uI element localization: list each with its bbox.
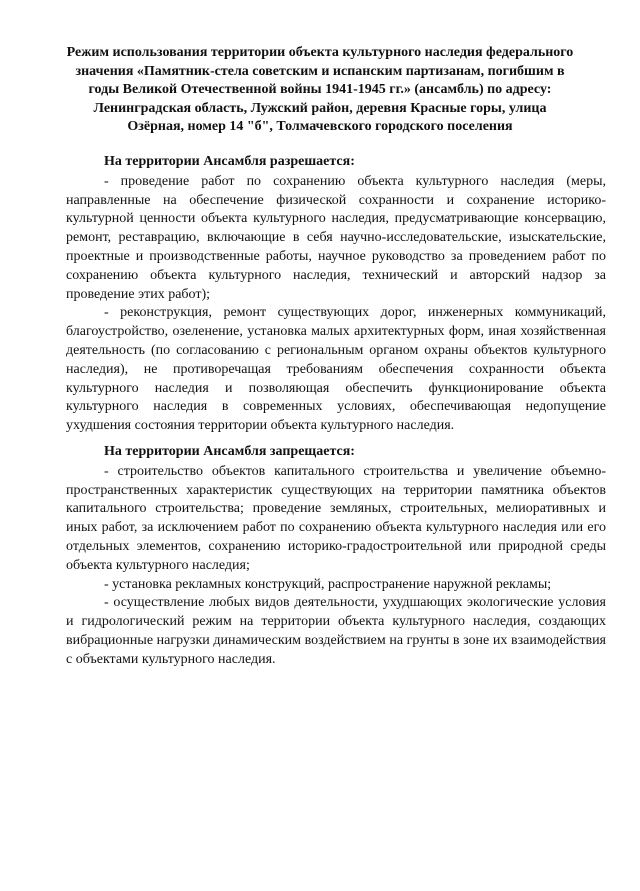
title-line: годы Великой Отечественной войны 1941-1945 гг.» (ансамбль) по адресу:: [88, 82, 552, 97]
allowed-section: [66, 153, 606, 436]
allowed-item: - проведение работ по сохранению объекта культурного наследия (меры, направленные на обеспечение физической сохранности и сохранение историко-культурной ценности объекта культурного наследия, предусматривающие консервацию, ремонт, реставрацию, включающие в себя научно-исследовательские, изыскательские, проектные и производственные работы, научное руководство за проведением работ по сохранению объекта культурного наследия, технический и авторский надзор за проведение этих работ);: [66, 173, 606, 302]
title-line: значения «Памятник-стела советским и испанским партизанам, погибшим в: [75, 63, 565, 79]
allowed-item: - реконструкция, ремонт существующих дорог, инженерных коммуникаций, благоустройство, озеленение, установка малых архитектурных форм, иная хозяйственная деятельность (по согласованию с региональным органом охраны объектов культурного наследия), не противоречащая требованиям обеспечения сохранности объекта культурного наследия и позволяющая обеспечить функционирование объекта культурного наследия в современных условиях, обеспечивающая недопущение ухудшения состояния территории объекта культурного наследия.: [66, 305, 606, 434]
document-title: [50, 44, 590, 137]
forbidden-section: [66, 443, 606, 670]
forbidden-item: - установка рекламных конструкций, распространение наружной рекламы;: [104, 576, 552, 592]
forbidden-item: - строительство объектов капитального строительства и увеличение объемно-пространственных характеристик существующих на территории памятника объектов капитального строительства; проведение земляных, строительных, мелиоративных и иных работ, за исключением работ по сохранению объекта культурного наследия или его отдельных элементов, сохранению историко-градостроительной или природной среды объекта культурного наследия;: [66, 463, 606, 573]
forbidden-item: - осуществление любых видов деятельности, ухудшающих экологические условия и гидрологический режим на территории объекта культурного наследия, создающих вибрационные нагрузки динамическим воздействием на грунты в зоне их взаимодействия с объектами культурного наследия.: [66, 595, 606, 667]
forbidden-heading: На территории Ансамбля запрещается:: [104, 444, 355, 459]
title-line: Режим использования территории объекта культурного наследия федерального: [66, 45, 574, 60]
allowed-heading: На территории Ансамбля разрешается:: [104, 154, 355, 169]
title-line: Ленинградская область, Лужский район, деревня Красные горы, улица: [93, 100, 547, 116]
title-line: Озёрная, номер 14 "б", Толмачевского городского поселения: [127, 119, 513, 134]
